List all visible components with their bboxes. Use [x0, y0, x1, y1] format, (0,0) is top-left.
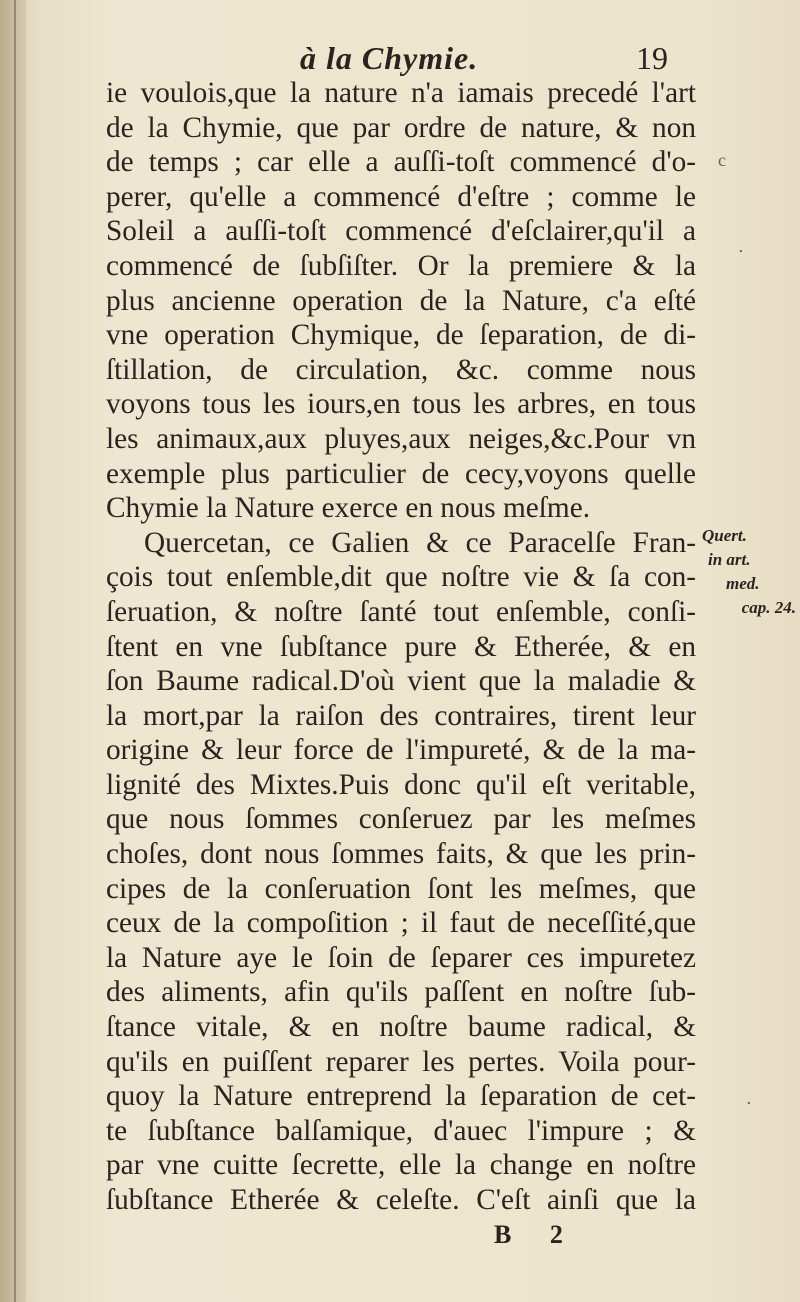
text-line: ſtent en vne ſubſtance pure & Etherée, & en	[106, 630, 696, 663]
text-line: voyons tous les iours,en tous les arbres, en tous	[106, 388, 696, 421]
text-line: origine & leur force de l'impureté, & de la ma-	[106, 734, 696, 767]
margin-note-line: in art.	[708, 550, 751, 569]
text-line: Chymie la Nature exerce en nous meſme.	[106, 492, 591, 525]
text-line: vne operation Chymique, de ſeparation, de di-	[106, 319, 696, 352]
text-line: plus ancienne operation de la Nature, c'a eſté	[106, 284, 696, 317]
text-line: commencé de ſubſiſter. Or la premiere & la	[106, 249, 696, 282]
text-line: quoy la Nature entreprend la ſeparation de cet-	[106, 1080, 696, 1113]
text-line: exemple plus particulier de cecy,voyons quelle	[106, 457, 696, 490]
text-line: ſon Baume radical.D'où vient que la maladie &	[106, 665, 696, 698]
margin-note	[702, 524, 798, 620]
text-line: ie voulois,que la nature n'a iamais precedé l'art	[106, 77, 696, 109]
text-line: ceux de la compoſition ; il faut de neceſſité,que	[106, 907, 696, 940]
margin-note-line: med.	[726, 574, 760, 593]
text-line: cipes de la conſeruation ſont les meſmes, que	[106, 872, 696, 905]
text-line: Soleil a auſſi-toſt commencé d'eſclairer,qu'il a	[106, 215, 696, 248]
text-line: qu'ils en puiſſent reparer les pertes. Voila pour-	[106, 1045, 696, 1078]
text-line: de la Chymie, que par ordre de nature, & non	[106, 111, 696, 144]
text-line: perer, qu'elle a commencé d'eſtre ; comme le	[106, 180, 696, 213]
text-line: les animaux,aux pluyes,aux neiges,&c.Pour vn	[106, 422, 696, 455]
text-line: te ſubſtance balſamique, d'auec l'impure ; &	[106, 1114, 696, 1147]
text-line: lignité des Mixtes.Puis donc qu'il eſt veritable,	[106, 768, 696, 801]
signature-mark: B 2	[494, 1220, 579, 1249]
page-gutter	[0, 0, 26, 1302]
margin-note-line: cap. 24.	[741, 598, 796, 617]
text-line: la Nature aye le ſoin de ſeparer ces impuretez	[106, 941, 696, 974]
margin-dot: .	[738, 236, 744, 257]
margin-note-line: Quert.	[702, 526, 747, 545]
running-head: à la Chymie.	[300, 40, 479, 76]
text-line: ſubſtance Etherée & celeſte. C'eſt ainſi que la	[106, 1184, 696, 1216]
text-line: ſeruation, & noſtre ſanté tout enſemble, conſi-	[106, 595, 696, 628]
text-line: çois tout enſemble,dit que noſtre vie & ſa con-	[106, 561, 696, 594]
text-line: ſtance vitale, & en noſtre baume radical, &	[106, 1011, 696, 1044]
text-line: des aliments, afin qu'ils paſſent en noſtre ſub-	[106, 976, 696, 1009]
body-text	[106, 76, 696, 1218]
margin-mark: c	[718, 150, 726, 170]
text-line: Quercetan, ce Galien & ce Paracelſe Fran-	[144, 526, 696, 559]
text-line: ſtillation, de circulation, &c. comme nous	[106, 353, 696, 386]
text-line: de temps ; car elle a auſſi-toſt commencé d'o-	[106, 146, 696, 179]
text-line: la mort,par la raiſon des contraires, tirent leur	[106, 699, 696, 732]
gutter-edge	[14, 0, 16, 1302]
text-line: par vne cuitte ſecrette, elle la change en noſtre	[106, 1149, 696, 1182]
text-line: que nous ſommes conſeruez par les meſmes	[106, 803, 696, 836]
page-number: 19	[636, 40, 668, 76]
text-line: choſes, dont nous ſommes faits, & que les prin-	[106, 838, 696, 871]
margin-dot: .	[746, 1088, 752, 1109]
